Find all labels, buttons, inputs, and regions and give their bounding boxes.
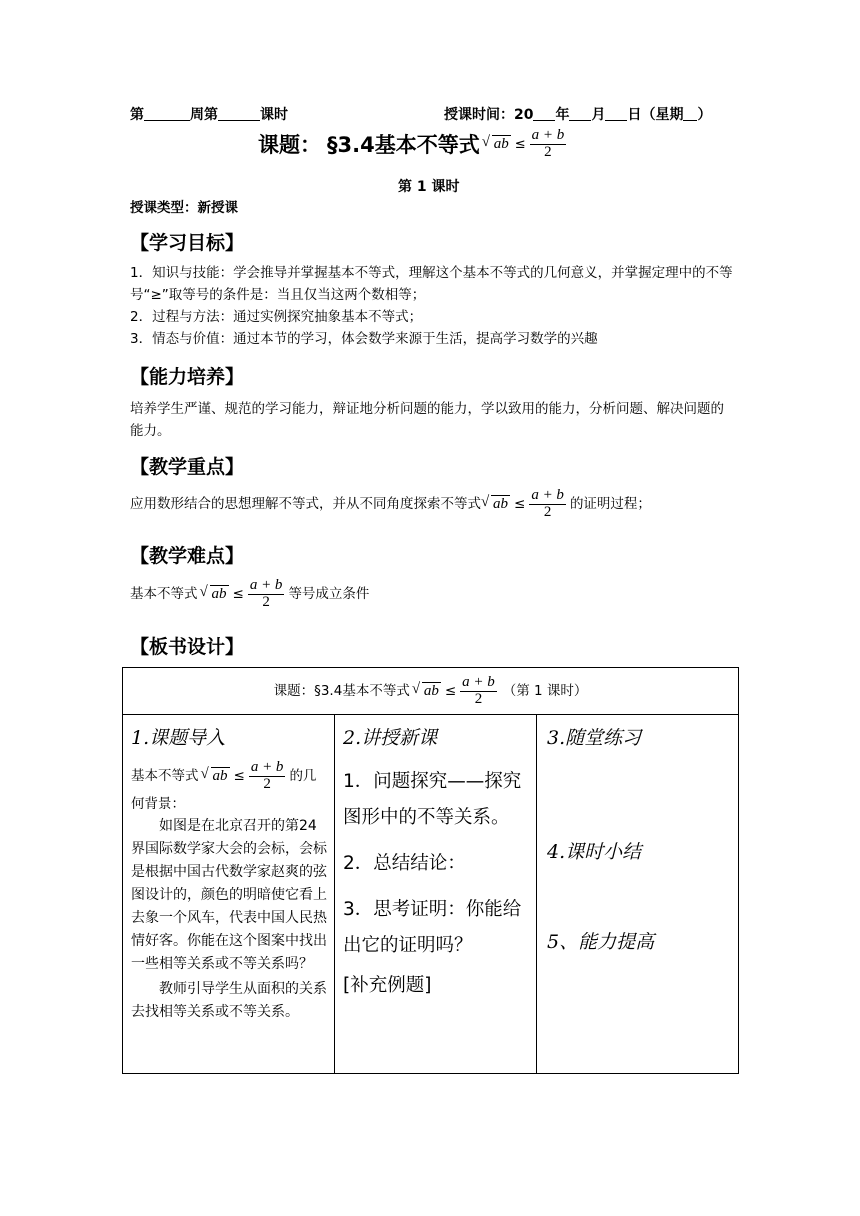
- intro-para2: 教师引导学生从面积的关系去找相等关系或不等关系。: [131, 980, 327, 1020]
- difficulty-frac: $\frac{a + b}{2}$: [249, 577, 283, 610]
- key-text-after: 的证明过程；: [569, 496, 651, 513]
- difficulty-text-before: 基本不等式: [130, 586, 198, 603]
- summary-title: 4.课时小结: [547, 841, 642, 863]
- week-mid: 周第: [190, 107, 218, 123]
- difficulty-sqrt: √ ab: [200, 583, 229, 605]
- key-sqrt: √ ab: [481, 493, 510, 515]
- difficulty-text: [130, 578, 369, 611]
- goals-list: [130, 262, 735, 350]
- ability-text: 培养学生严谨、规范的学习能力，辩证地分析问题的能力，学以致用的能力，分析问题、解决问题的能力。: [130, 401, 724, 439]
- page-title: [258, 128, 566, 161]
- goal-item: 2．过程与方法：通过实例探究抽象基本不等式；: [130, 309, 423, 325]
- difficulty-heading: 【教学难点】: [130, 545, 245, 567]
- week-blank: [144, 106, 190, 121]
- period-blank: [218, 106, 260, 121]
- time-label: 授课时间：20: [444, 107, 534, 123]
- new-lesson-item-2: 2．总结结论：: [343, 853, 466, 874]
- board-heading: 【板书设计】: [130, 636, 245, 658]
- goals-heading: 【学习目标】: [130, 232, 245, 254]
- new-lesson-item-3: 3．思考证明：你能给出它的证明吗？: [343, 899, 522, 956]
- intro-formula-line: [131, 760, 328, 793]
- intro-after-2: 何背景：: [131, 795, 185, 812]
- new-lesson-title: 2.讲授新课: [343, 727, 438, 749]
- class-type: 授课类型：新授课: [130, 200, 238, 216]
- close-paren: ）: [697, 107, 712, 123]
- board-header-sqrt: √ ab: [412, 680, 441, 702]
- title-sqrt: √ ab: [482, 136, 511, 153]
- month-blank: [569, 106, 591, 121]
- week-suffix: 课时: [260, 107, 288, 123]
- schedule-line: [130, 104, 730, 126]
- board-col-new-lesson: [335, 715, 537, 1074]
- practice-title: 3.随堂练习: [547, 727, 642, 749]
- board-design-table: [122, 667, 739, 1074]
- weekday-blank: [683, 106, 697, 121]
- month-label: 月: [591, 107, 606, 123]
- title-frac: $\frac{a + b}{2}$: [531, 127, 565, 160]
- key-heading: 【教学重点】: [130, 456, 245, 478]
- board-header-prefix: 课题：§3.4基本不等式: [273, 683, 410, 699]
- difficulty-le: ≤: [232, 586, 244, 603]
- title-le: ≤: [514, 136, 526, 152]
- day-blank: [605, 106, 627, 121]
- intro-sqrt: √ ab: [201, 765, 230, 787]
- title-prefix: 课题：: [258, 133, 321, 158]
- day-label: 日（星期: [627, 107, 684, 123]
- intro-before: 基本不等式: [131, 768, 199, 785]
- subtitle: 第 1 课时: [398, 179, 460, 195]
- week-prefix: 第: [130, 107, 144, 123]
- board-col-practice: [537, 715, 739, 1074]
- year-blank: [533, 106, 555, 121]
- goal-item: 3．情态与价值：通过本节的学习，体会数学来源于生活，提高学习数学的兴趣: [130, 331, 598, 347]
- key-le: ≤: [514, 496, 526, 513]
- intro-after-1: 的几: [289, 768, 317, 785]
- difficulty-text-after: 等号成立条件: [288, 586, 370, 603]
- year-label: 年: [555, 107, 570, 123]
- goal-item: 1．知识与技能：学会推导并掌握基本不等式，理解这个基本不等式的几何意义，并掌握定理中的不等号“≥”取等号的条件是：当且仅当这两个数相等；: [130, 265, 733, 303]
- title-section: §3.4基本不等式: [327, 133, 480, 158]
- board-header-suffix: （第 1 课时）: [502, 683, 588, 699]
- intro-para1: 如图是在北京召开的第24界国际数学家大会的会标，会标是根据中国古代数学家赵爽的弦图设计的，颜色的明暗使它看上去象一个风车，代表中国人民热情好客。你能在这个图案中找出一些相等关系或不等关系吗？: [131, 817, 327, 972]
- new-lesson-item-4: [补充例题]: [343, 975, 432, 996]
- ability-heading: 【能力培养】: [130, 366, 245, 388]
- improve-title: 5、能力提高: [547, 931, 655, 953]
- new-lesson-item-1: 1．问题探究——探究图形中的不等关系。: [343, 771, 522, 828]
- intro-le: ≤: [233, 768, 245, 785]
- board-col-intro: [123, 715, 335, 1074]
- key-frac: $\frac{a + b}{2}$: [531, 487, 564, 520]
- key-text-before: 应用数形结合的思想理解不等式，并从不同角度探索不等式: [130, 496, 481, 513]
- intro-frac: $\frac{a + b}{2}$: [250, 759, 284, 792]
- board-header-frac: $\frac{a + b}{2}$: [462, 673, 495, 707]
- board-header-cell: [123, 668, 739, 715]
- intro-title: 1.课题导入: [131, 727, 226, 749]
- teaching-time: [444, 104, 711, 126]
- key-text: [130, 488, 740, 521]
- board-header-le: ≤: [444, 683, 457, 699]
